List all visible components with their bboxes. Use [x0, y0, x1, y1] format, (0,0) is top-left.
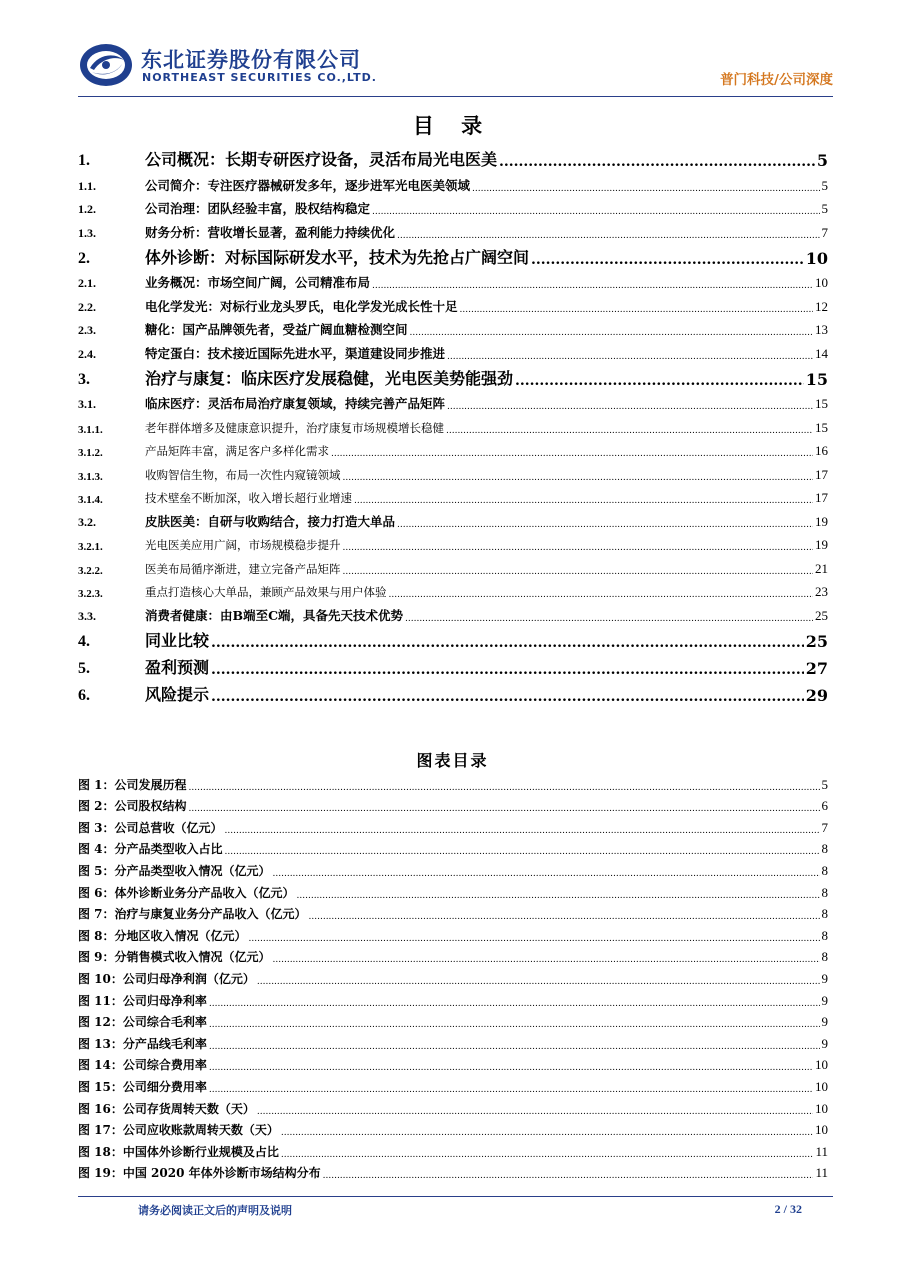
toc-entry-page: 5 [816, 151, 828, 170]
toc-entry-number: 3.1.3. [78, 470, 103, 483]
figure-leader-dots [273, 869, 820, 879]
toc-entry-title: 收购智信生物，布局一次性内窥镜领域 [145, 467, 341, 482]
figure-entry-title: 图 12：公司综合毛利率 [78, 1015, 207, 1030]
toc-entry-title: 糖化：国产品牌领先者，受益广阔血糖检测空间 [145, 322, 408, 337]
figure-leader-dots [323, 1171, 814, 1181]
figure-entry-page: 9 [821, 1014, 828, 1030]
toc-entry-title: 电化学发光：对标行业龙头罗氏，电化学发光成长性十足 [145, 298, 458, 314]
figure-entry-title: 图 17：公司应收账款周转天数（天） [78, 1123, 279, 1138]
toc-entry[interactable] [78, 291, 828, 315]
toc-entry-page: 19 [815, 513, 828, 529]
figure-leader-dots [297, 891, 820, 901]
toc-entry-title: 业务概况：市场空间广阔，公司精准布局 [145, 275, 371, 290]
toc-entry-title: 风险提示 [145, 684, 210, 704]
figure-leader-dots [257, 977, 820, 987]
figure-entry[interactable] [78, 814, 828, 836]
figure-entry[interactable] [78, 793, 828, 815]
figure-leader-dots [249, 934, 820, 944]
toc-leader-dots [499, 154, 815, 170]
toc-entry-number: 3.1. [78, 397, 96, 411]
figure-leader-dots [257, 1107, 813, 1117]
toc-leader-dots [446, 426, 813, 436]
toc-entry-title: 技术壁垒不断加深，收入增长超行业增速 [145, 491, 352, 505]
figure-entry-title: 图 8：分地区收入情况（亿元） [78, 928, 247, 943]
toc-entry-title: 盈利预测 [145, 657, 210, 677]
figure-entry-title: 图 18：中国体外诊断行业规模及占比 [78, 1144, 279, 1159]
figure-entry-page: 10 [815, 1100, 828, 1116]
figure-entry-title: 图 10：公司归母净利润（亿元） [78, 971, 255, 986]
toc-entry[interactable] [78, 483, 828, 507]
toc-entry-page: 25 [815, 607, 828, 623]
figure-entry-page: 5 [821, 776, 828, 792]
toc-entry[interactable] [78, 412, 828, 436]
figure-leader-dots [189, 783, 820, 793]
toc-entry-title: 消费者健康：由B端至C端，具备先天技术优势 [145, 607, 404, 623]
figure-entry-title: 图 19：中国 2020 年体外诊断市场结构分布 [78, 1166, 321, 1181]
toc-entry-page: 17 [815, 490, 828, 505]
figure-entry[interactable] [78, 1030, 828, 1052]
figure-entry[interactable] [78, 1160, 828, 1182]
toc-entry-page: 29 [805, 685, 828, 705]
toc-leader-dots [405, 614, 813, 624]
toc-entry-number: 1.1. [78, 178, 96, 193]
toc-entry-title: 特定蛋白：技术接近国际先进水平，渠道建设同步推进 [145, 345, 446, 361]
toc-leader-dots [472, 184, 819, 194]
toc-entry-number: 2.1. [78, 276, 96, 290]
toc-entry-number: 2.3. [78, 323, 96, 337]
figure-leader-dots [209, 1063, 813, 1073]
toc-entry[interactable] [78, 362, 828, 389]
figure-leader-dots [209, 999, 820, 1009]
toc-entry-page: 5 [821, 177, 828, 193]
toc-entry-number: 3.1.1. [78, 423, 103, 436]
toc-entry[interactable] [78, 577, 828, 601]
figure-entry-page: 7 [821, 819, 828, 835]
toc-entry[interactable] [78, 436, 828, 460]
toc-entry-title: 公司治理：团队经验丰富，股权结构稳定 [145, 201, 371, 216]
toc-entry-number: 2.4. [78, 346, 96, 361]
toc-entry-number: 4. [78, 632, 90, 650]
figure-entry[interactable] [78, 901, 828, 923]
toc-entry-title: 产品矩阵丰富，满足客户多样化需求 [145, 444, 329, 458]
figure-entry-title: 图 3：公司总营收（亿元） [78, 820, 223, 835]
figure-entry-page: 8 [821, 884, 828, 900]
toc-entry-number: 3.1.4. [78, 494, 103, 506]
toc-entry-title: 光电医美应用广阔，市场规模稳步提升 [145, 538, 341, 552]
northeast-securities-logo-icon [78, 42, 134, 88]
figure-entry[interactable] [78, 1073, 828, 1095]
toc-leader-dots [343, 543, 814, 553]
figure-entry-page: 9 [821, 992, 828, 1008]
toc-entry-number: 1.3. [78, 225, 96, 240]
figure-leader-dots [281, 1150, 814, 1160]
header-divider [78, 96, 833, 97]
toc-entry-number: 1. [78, 152, 90, 169]
figure-entry-title: 图 14：公司综合费用率 [78, 1058, 207, 1073]
toc-entry[interactable] [78, 600, 828, 624]
figure-entry-title: 图 15：公司细分费用率 [78, 1079, 207, 1094]
toc-leader-dots [211, 689, 804, 705]
toc-entry-title: 财务分析：营收增长显著，盈利能力持续优化 [145, 224, 396, 240]
figure-index-title: 图表目录 [416, 751, 489, 770]
toc-entry-title: 同业比较 [145, 630, 210, 650]
toc-entry-page: 15 [815, 396, 828, 411]
figure-entry-title: 图 13：分产品线毛利率 [78, 1036, 207, 1051]
toc-entry-page: 21 [815, 560, 828, 576]
figure-entry-page: 8 [821, 862, 828, 878]
toc-list [78, 143, 828, 705]
toc-entry-title: 体外诊断：对标国际研发水平，技术为先抢占广阔空间 [145, 247, 530, 267]
toc-entry-page: 14 [815, 345, 828, 361]
toc-entry-page: 27 [805, 658, 828, 678]
figure-entry-title: 图 5：分产品类型收入情况（亿元） [78, 863, 271, 878]
toc-entry-number: 3.1.2. [78, 447, 103, 459]
toc-entry[interactable] [78, 459, 828, 483]
toc-leader-dots [211, 635, 804, 651]
figure-entry-page: 10 [815, 1078, 828, 1094]
figure-entry-title: 图 2：公司股权结构 [78, 799, 187, 814]
figure-entry-page: 9 [821, 1035, 828, 1051]
figure-entry-page: 11 [815, 1143, 828, 1159]
figure-entry[interactable] [78, 944, 828, 966]
toc-entry-page: 15 [815, 419, 828, 435]
toc-leader-dots [447, 402, 813, 412]
figure-entry-page: 11 [815, 1165, 828, 1181]
figure-entry-title: 图 7：治疗与康复业务分产品收入（亿元） [78, 907, 307, 922]
toc-entry[interactable] [78, 530, 828, 554]
toc-entry-number: 5. [78, 659, 90, 677]
figure-entry[interactable] [78, 1138, 828, 1160]
figure-entry-page: 6 [821, 798, 828, 814]
toc-entry[interactable] [78, 268, 828, 292]
toc-leader-dots [343, 473, 814, 483]
figure-entry-page: 9 [821, 970, 828, 986]
figure-entry-page: 10 [815, 1057, 828, 1073]
toc-entry-page: 17 [815, 466, 828, 482]
figure-entry-title: 图 6：体外诊断业务分产品收入（亿元） [78, 885, 295, 900]
figure-entry-page: 8 [821, 949, 828, 965]
figure-entry-page: 8 [821, 927, 828, 943]
toc-entry-page: 19 [815, 537, 828, 552]
toc-entry-number: 3.3. [78, 608, 96, 623]
toc-entry-page: 15 [805, 369, 828, 389]
toc-leader-dots [397, 520, 813, 530]
toc-entry-page: 13 [815, 322, 828, 337]
toc-entry-number: 3.2.1. [78, 541, 103, 553]
figure-entry-title: 图 16：公司存货周转天数（天） [78, 1101, 255, 1116]
toc-entry[interactable] [78, 315, 828, 339]
toc-entry-number: 1.2. [78, 202, 96, 216]
toc-entry-title: 公司概况：长期专研医疗设备，灵活布局光电医美 [145, 150, 498, 169]
figure-leader-dots [281, 1128, 813, 1138]
figure-entry[interactable] [78, 1117, 828, 1139]
figure-entry-title: 图 4：分产品类型收入占比 [78, 842, 223, 857]
toc-entry-page: 10 [815, 275, 828, 290]
toc-entry[interactable] [78, 678, 828, 705]
toc-entry[interactable] [78, 194, 828, 218]
toc-leader-dots [397, 231, 819, 241]
toc-entry-number: 6. [78, 686, 90, 704]
toc-leader-dots [531, 252, 804, 268]
figure-leader-dots [189, 804, 820, 814]
figure-entry-title: 图 11：公司归母净利率 [78, 993, 207, 1008]
toc-entry-title: 医美布局循序渐进，建立完备产品矩阵 [145, 561, 341, 576]
toc-leader-dots [343, 567, 814, 577]
figure-entry-title: 图 1：公司发展历程 [78, 777, 187, 792]
toc-entry[interactable] [78, 338, 828, 362]
toc-leader-dots [372, 207, 819, 217]
toc-leader-dots [372, 281, 813, 291]
toc-entry-number: 3.2.3. [78, 588, 103, 600]
toc-entry-number: 3.2.2. [78, 564, 103, 577]
figure-entry-page: 8 [821, 841, 828, 857]
figure-entry[interactable] [78, 879, 828, 901]
toc-entry-number: 3.2. [78, 514, 96, 529]
toc-entry-page: 25 [805, 631, 828, 651]
toc-entry-number: 2.2. [78, 299, 96, 314]
footer-divider [78, 1196, 833, 1197]
toc-entry[interactable] [78, 506, 828, 530]
figure-leader-dots [273, 955, 820, 965]
figure-leader-dots [209, 1042, 820, 1052]
figure-entry[interactable] [78, 987, 828, 1009]
company-name-cn: 东北证券股份有限公司 [141, 48, 361, 72]
toc-entry-number: 2. [78, 249, 90, 267]
toc-entry[interactable] [78, 624, 828, 651]
figure-entry[interactable] [78, 1052, 828, 1074]
figure-leader-dots [225, 847, 820, 857]
toc-leader-dots [389, 590, 814, 600]
figure-entry[interactable] [78, 965, 828, 987]
toc-entry[interactable] [78, 217, 828, 241]
toc-entry-title: 老年群体增多及健康意识提升，治疗康复市场规模增长稳健 [145, 420, 444, 435]
figure-entry[interactable] [78, 1009, 828, 1031]
figure-leader-dots [225, 826, 820, 836]
toc-entry-page: 16 [815, 443, 828, 458]
toc-entry[interactable] [78, 241, 828, 268]
toc-title: 目 录 [412, 113, 493, 138]
footer-disclaimer: 请务必阅读正文后的声明及说明 [138, 1204, 292, 1217]
toc-leader-dots [331, 449, 813, 459]
figure-entry[interactable] [78, 771, 828, 793]
toc-leader-dots [515, 373, 804, 389]
figure-entry[interactable] [78, 857, 828, 879]
toc-entry[interactable] [78, 651, 828, 678]
figure-entry[interactable] [78, 922, 828, 944]
toc-entry[interactable] [78, 143, 828, 170]
toc-entry-title: 临床医疗：灵活布局治疗康复领域，持续完善产品矩阵 [145, 396, 446, 411]
toc-leader-dots [460, 305, 813, 315]
toc-leader-dots [354, 496, 813, 506]
toc-entry-page: 7 [821, 224, 828, 240]
toc-entry-title: 公司简介：专注医疗器械研发多年，逐步进军光电医美领域 [145, 177, 471, 193]
report-category: 普门科技/公司深度 [720, 72, 833, 88]
toc-entry-title: 治疗与康复：临床医疗发展稳健，光电医美势能强劲 [145, 368, 514, 388]
figure-entry[interactable] [78, 1095, 828, 1117]
toc-entry-page: 5 [821, 201, 828, 216]
figure-entry-page: 10 [815, 1122, 828, 1138]
toc-entry-page: 10 [805, 248, 828, 268]
toc-entry[interactable] [78, 389, 828, 413]
toc-leader-dots [410, 328, 813, 338]
toc-entry-number: 3. [78, 370, 90, 388]
toc-entry-page: 12 [815, 298, 828, 314]
toc-leader-dots [211, 662, 804, 678]
figure-index-list [78, 771, 828, 1181]
figure-leader-dots [209, 1085, 813, 1095]
page-number: 2 / 32 [774, 1202, 802, 1216]
toc-entry-page: 23 [815, 584, 828, 599]
figure-entry[interactable] [78, 836, 828, 858]
figure-leader-dots [309, 912, 820, 922]
company-name-en: NORTHEAST SECURITIES CO.,LTD. [142, 71, 377, 84]
figure-entry-title: 图 9：分销售模式收入情况（亿元） [78, 950, 271, 965]
toc-entry-title: 重点打造核心大单品，兼顾产品效果与用户体验 [145, 585, 387, 599]
toc-entry-title: 皮肤医美：自研与收购结合，接力打造大单品 [145, 513, 396, 529]
toc-entry[interactable] [78, 553, 828, 577]
figure-entry-page: 8 [821, 906, 828, 922]
page-header [78, 38, 833, 96]
figure-leader-dots [209, 1020, 820, 1030]
toc-leader-dots [447, 352, 813, 362]
toc-entry[interactable] [78, 170, 828, 194]
